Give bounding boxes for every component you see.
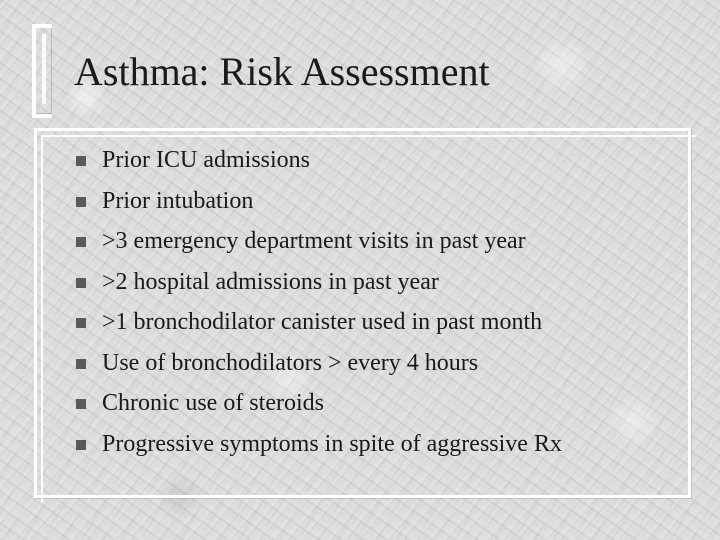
square-bullet-icon xyxy=(76,359,86,369)
square-bullet-icon xyxy=(76,237,86,247)
slide-title: Asthma: Risk Assessment xyxy=(74,49,490,94)
square-bullet-icon xyxy=(76,156,86,166)
bullet-text: Chronic use of steroids xyxy=(102,390,324,416)
bullet-text: >3 emergency department visits in past year xyxy=(102,228,526,254)
bullet-text: >1 bronchodilator canister used in past month xyxy=(102,309,543,335)
square-bullet-icon xyxy=(76,399,86,409)
bullet-text: Prior intubation xyxy=(102,187,254,214)
square-bullet-icon xyxy=(76,440,86,450)
bullet-text: Use of bronchodilators > every 4 hours xyxy=(102,349,479,376)
square-bullet-icon xyxy=(76,318,86,328)
bullet-text: Progressive symptoms in spite of aggressive Rx xyxy=(102,430,562,457)
bullet-text: >2 hospital admissions in past year xyxy=(102,268,439,295)
title-frame-bracket xyxy=(32,24,52,118)
square-bullet-icon xyxy=(76,197,86,207)
square-bullet-icon xyxy=(76,278,86,288)
bullet-text: Prior ICU admissions xyxy=(102,147,311,173)
